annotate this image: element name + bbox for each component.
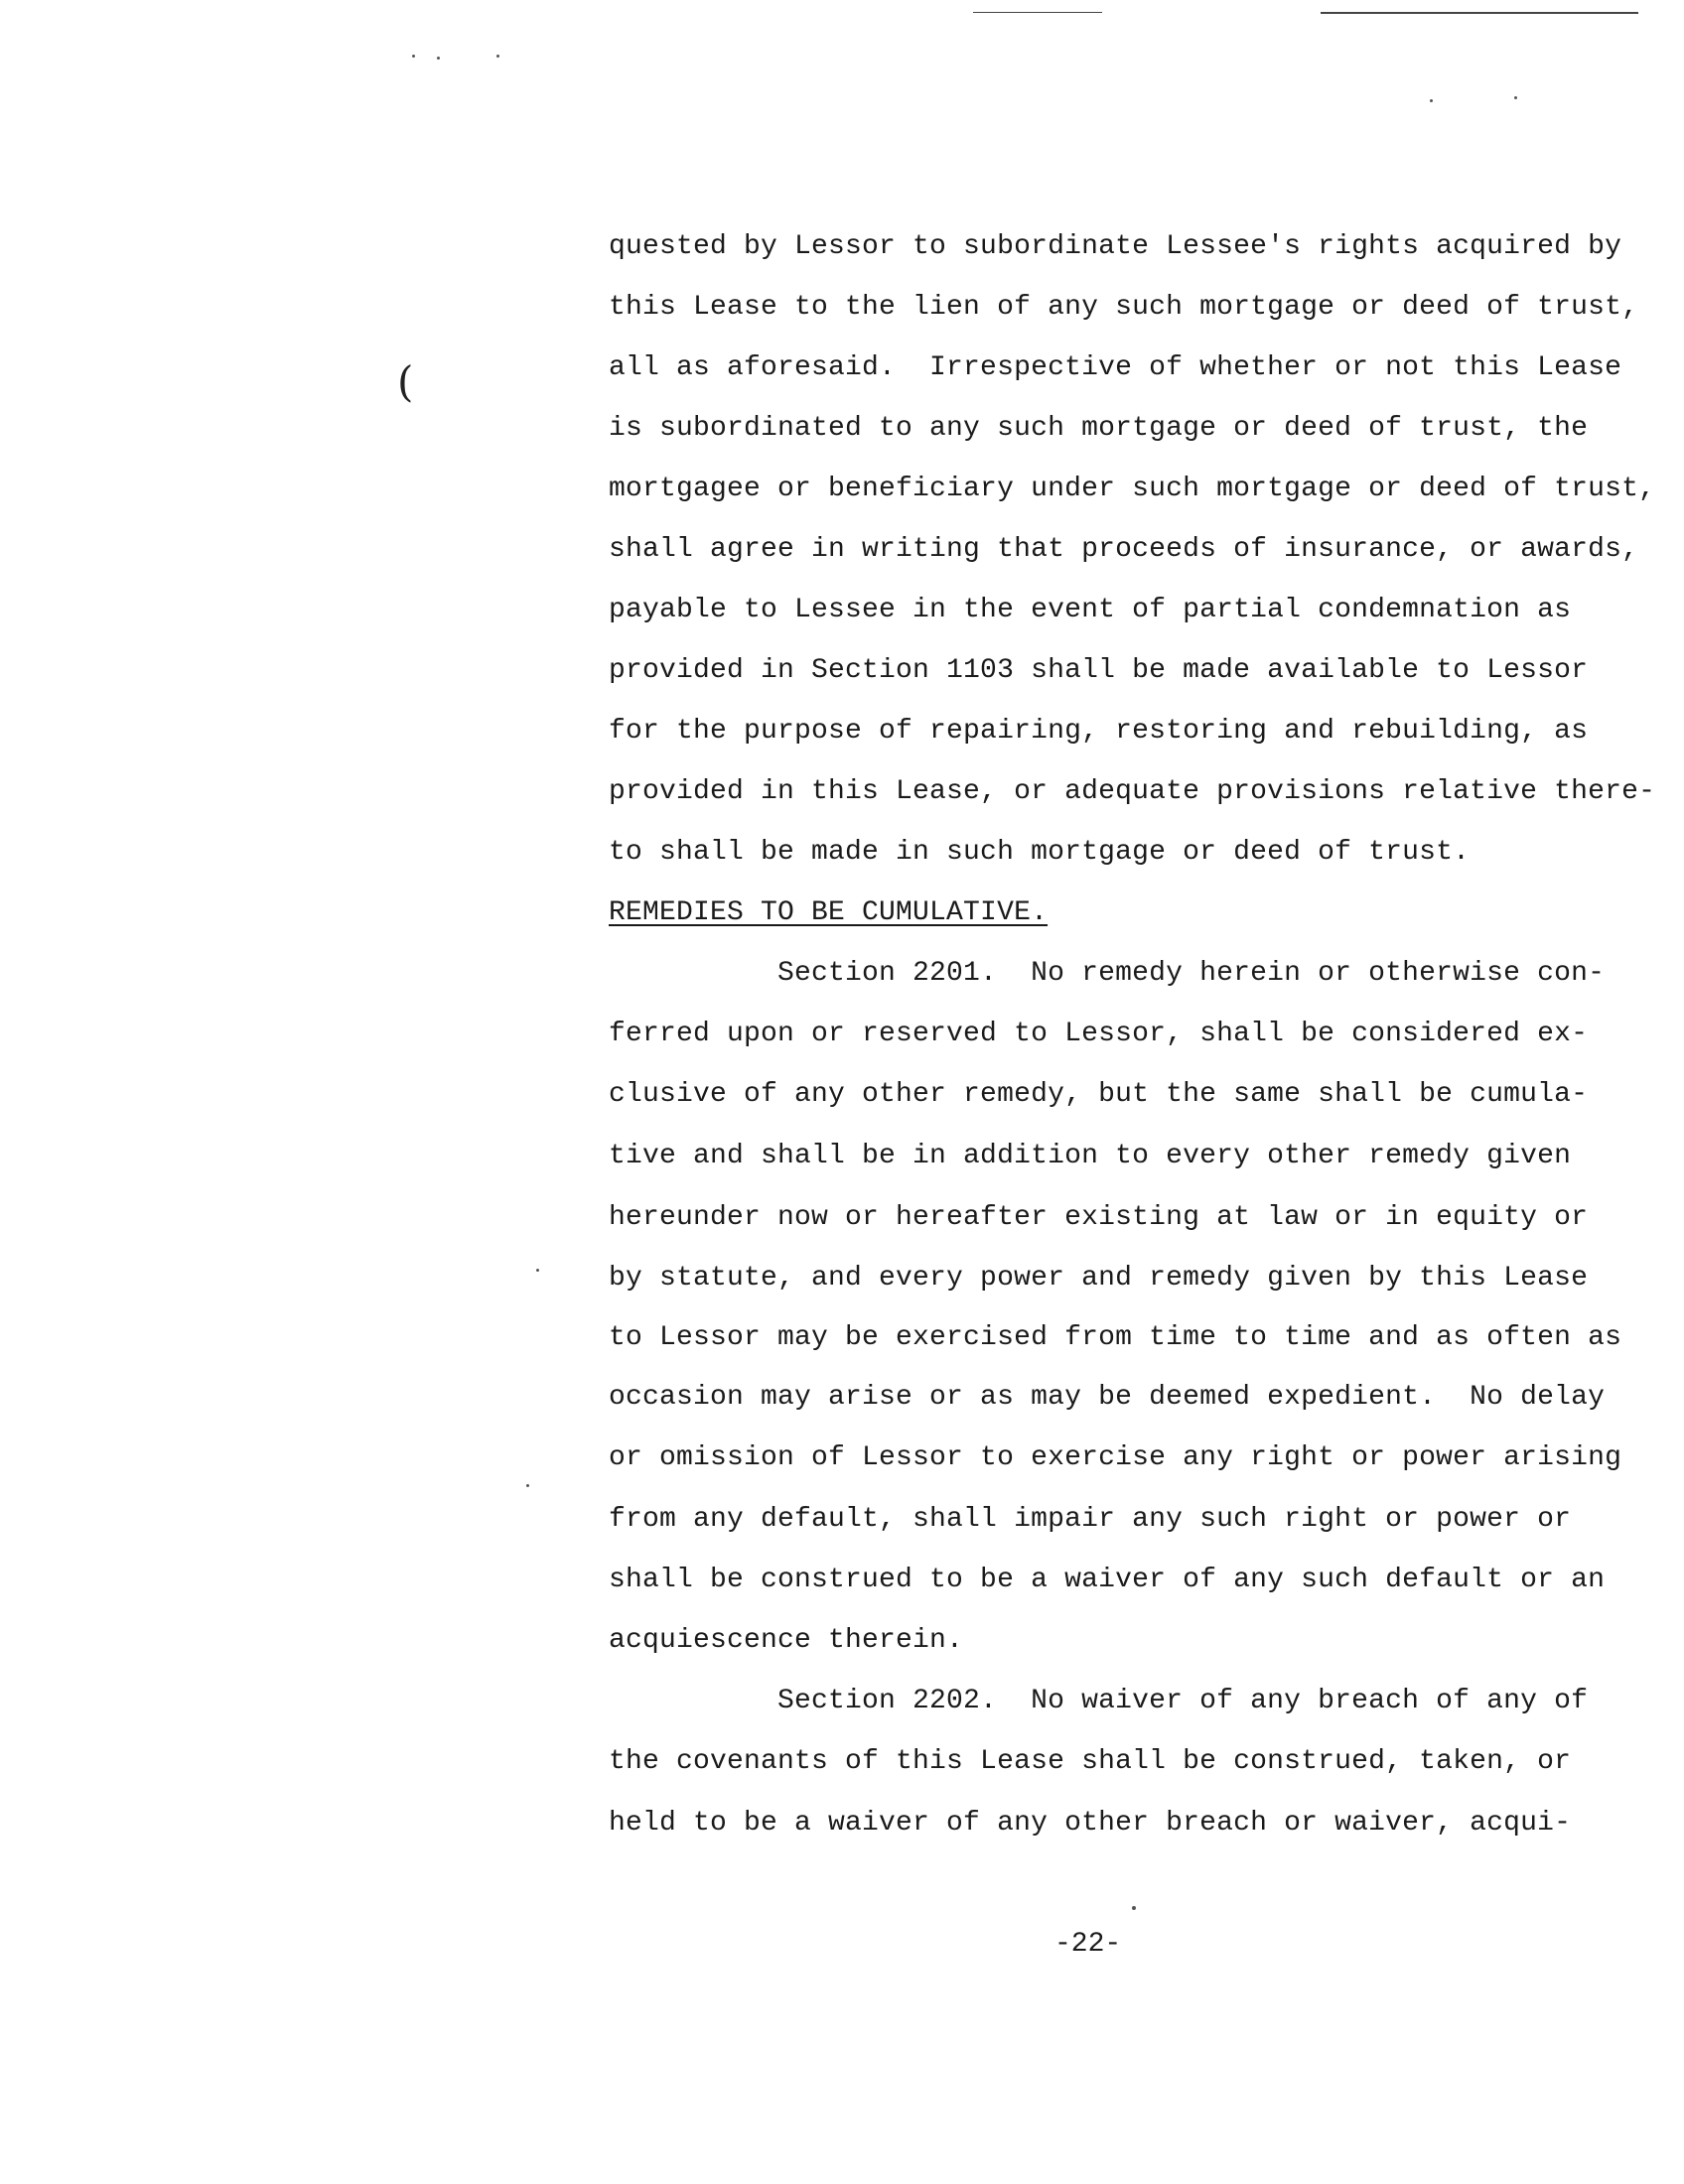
scan-speck — [1430, 99, 1433, 102]
section-2202-line: Section 2202. No waiver of any breach of any of — [609, 1686, 1589, 1716]
section-2201-line: or omission of Lessor to exercise any right or power arising — [609, 1442, 1622, 1473]
body-line: this Lease to the lien of any such mortgage or deed of trust, — [609, 292, 1639, 323]
section-2202-line: held to be a waiver of any other breach or waiver, acqui- — [609, 1808, 1572, 1839]
body-line: payable to Lessee in the event of partial condemnation as — [609, 595, 1572, 625]
body-line: to shall be made in such mortgage or deed of trust. — [609, 837, 1471, 868]
body-line: shall agree in writing that proceeds of insurance, or awards, — [609, 534, 1639, 565]
body-line: all as aforesaid. Irrespective of whether or not this Lease — [609, 352, 1622, 383]
body-line: quested by Lessor to subordinate Lessee's rights acquired by — [609, 231, 1622, 262]
section-2201-line: clusive of any other remedy, but the same shall be cumula- — [609, 1079, 1589, 1110]
page-number: -22- — [1054, 1929, 1122, 1960]
section-heading: REMEDIES TO BE CUMULATIVE. — [609, 897, 1049, 928]
section-2201-line: shall be construed to be a waiver of any such default or an — [609, 1565, 1606, 1595]
body-line: provided in Section 1103 shall be made available to Lessor — [609, 655, 1589, 686]
scan-speck — [1132, 1906, 1136, 1910]
section-2201-line: acquiescence therein. — [609, 1625, 964, 1656]
body-line: for the purpose of repairing, restoring and rebuilding, as — [609, 716, 1589, 747]
scan-speck — [412, 55, 415, 58]
section-2201-line: to Lessor may be exercised from time to time and as often as — [609, 1322, 1622, 1353]
margin-bracket: ( — [397, 357, 414, 406]
section-2201-line: from any default, shall impair any such right or power or — [609, 1504, 1572, 1535]
section-2201-line: tive and shall be in addition to every other remedy given — [609, 1141, 1572, 1171]
scan-speck — [536, 1269, 539, 1272]
scan-speck — [1514, 96, 1517, 99]
body-line: provided in this Lease, or adequate provisions relative there- — [609, 776, 1656, 807]
section-2202-line: the covenants of this Lease shall be construed, taken, or — [609, 1746, 1572, 1777]
section-2201-line: Section 2201. No remedy herein or otherwise con- — [609, 958, 1606, 989]
scan-speck — [437, 57, 440, 60]
section-2201-line: ferred upon or reserved to Lessor, shall be considered ex- — [609, 1019, 1589, 1049]
section-2201-line: occasion may arise or as may be deemed expedient. No delay — [609, 1382, 1606, 1413]
scan-artifact-top-rule-2 — [973, 12, 1102, 13]
scan-speck — [526, 1484, 529, 1487]
section-2201-line: hereunder now or hereafter existing at law or in equity or — [609, 1202, 1589, 1233]
body-line: mortgagee or beneficiary under such mortgage or deed of trust, — [609, 474, 1656, 504]
scan-artifact-top-rule — [1321, 12, 1638, 14]
body-line: is subordinated to any such mortgage or deed of trust, the — [609, 413, 1589, 444]
section-2201-line: by statute, and every power and remedy given by this Lease — [609, 1263, 1589, 1294]
scan-speck — [496, 55, 499, 58]
